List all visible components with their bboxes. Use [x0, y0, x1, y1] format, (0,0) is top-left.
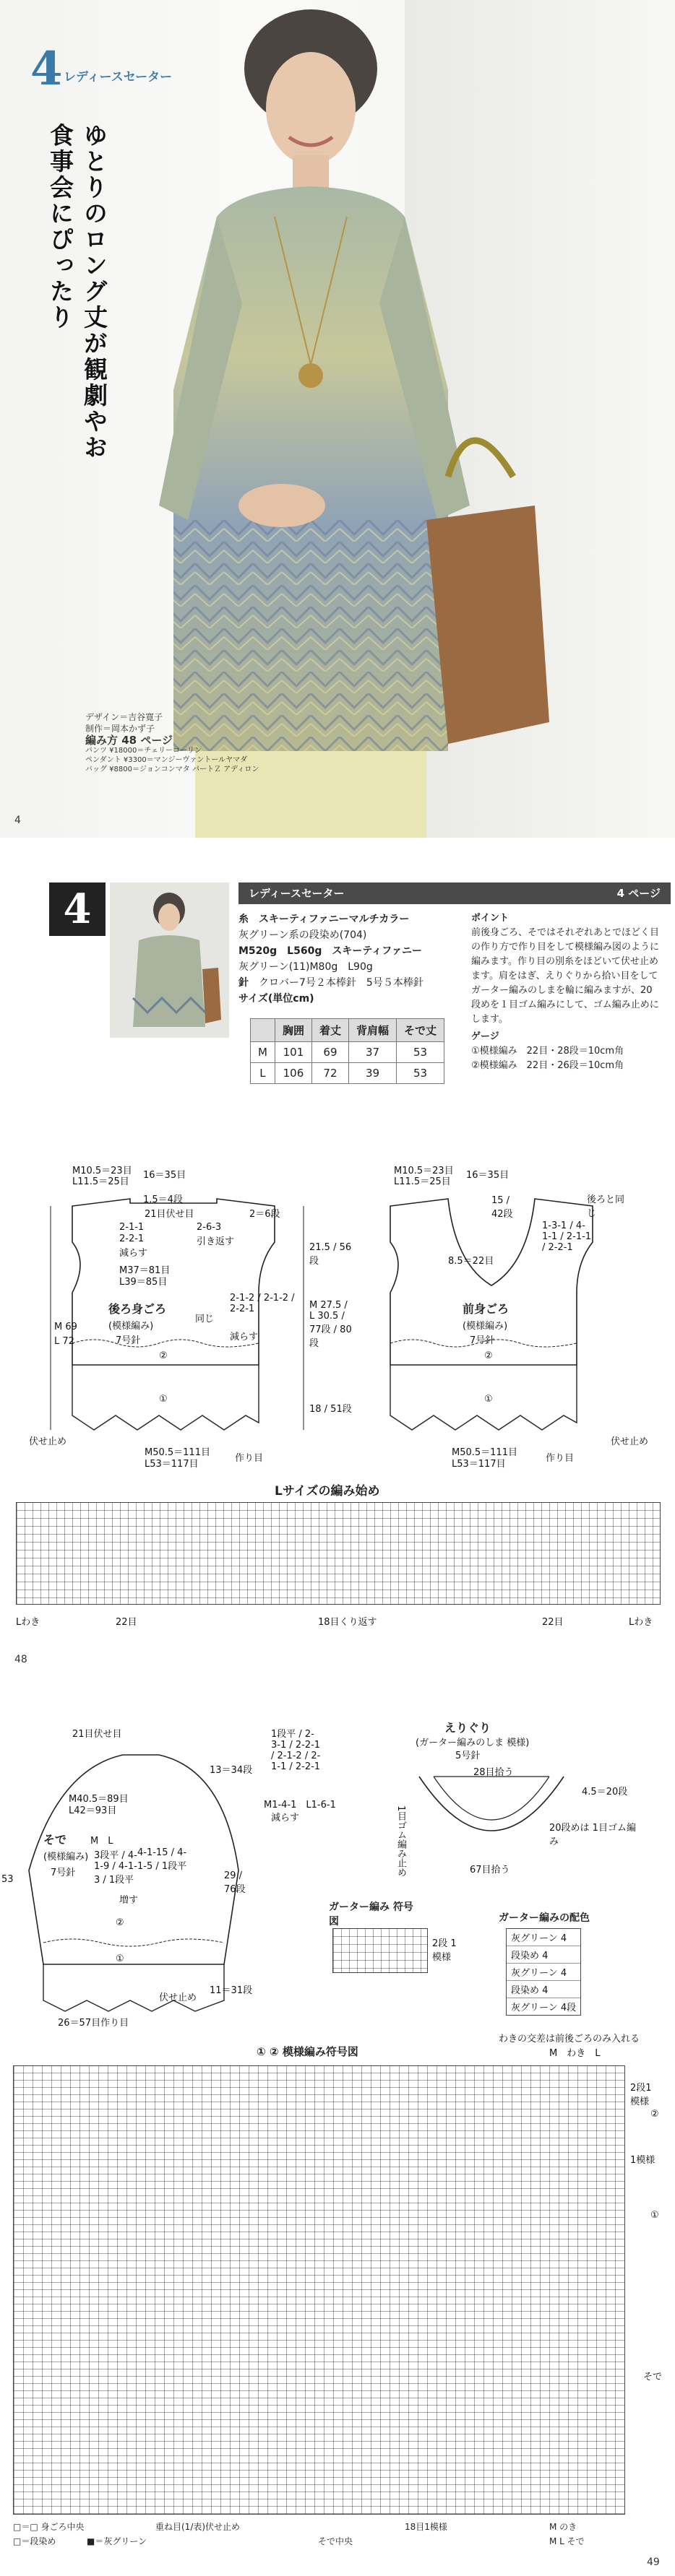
front-neck-note: 後ろと同じ [587, 1194, 625, 1219]
collar-pickup: 4.5＝20段 [582, 1787, 628, 1797]
bottom-ml: M のき [549, 2522, 577, 2532]
back-width-l: L39＝85目 [119, 1277, 168, 1288]
front-title: 前身ごろ [463, 1302, 510, 1316]
chart-right-mark: そで [643, 2372, 663, 2382]
page-title: レディースセーター [64, 70, 173, 84]
sleeve-dec-l: 4-1-15 / 4-1-5 / 1段平 [137, 1847, 187, 1872]
collar-rib: 20段めは 1目ゴム編み [549, 1823, 636, 1847]
stripe-title: ガーター編みの配色 [499, 1912, 590, 1924]
accessory-credit: バッグ ¥8800＝ジョンコンマタ パートＺ アディロン [85, 766, 259, 773]
back-shoulder-dec-note: 引き返す [197, 1236, 235, 1247]
accessory-credit: パンツ ¥18000＝チェリーコーリン [85, 747, 202, 755]
main-pattern-chart [13, 2065, 625, 2515]
sleeve-cap-rows: 13＝34段 [210, 1765, 253, 1776]
sleeve-title: そで [43, 1833, 67, 1847]
sleeve-dec-m: 3段平 / 4-1-9 / 4-1-3 / 1段平 [94, 1850, 137, 1886]
front-mark: ② [484, 1350, 493, 1361]
chart-side-left: Lわき [16, 1617, 40, 1628]
back-neck-width: 16＝35目 [143, 1170, 186, 1181]
sleeve-width-l: L42＝93目 [69, 1805, 117, 1816]
front-bind-off: 伏せ止め [611, 1436, 649, 1447]
bottom-center: そで中央 [318, 2536, 353, 2546]
sleeve-ml: M L [90, 1836, 113, 1847]
back-neck-bind: 21目伏せ目 [145, 1209, 194, 1220]
garter-rows: 2段 1模様 [432, 1938, 457, 1963]
sleeve-width-m: M40.5＝89目 [69, 1794, 129, 1805]
gauge-line: ①模様編み 22目・28段＝10cm角 [471, 1046, 624, 1057]
stripe-row: 段染め 4 [507, 1981, 580, 1998]
stripe-row: 段染め 4 [507, 1946, 580, 1964]
garter-title: ガーター編み 符号図 [329, 1901, 413, 1927]
chart-right-mark: 1模様 [630, 2155, 655, 2166]
chart-right-mark: ② [650, 2109, 659, 2120]
collar-rib-bind: 1目ゴム編み止め [395, 1805, 406, 1878]
front-shoulder-l: L11.5＝25目 [394, 1176, 451, 1187]
front-pattern: (模様編み) [463, 1321, 508, 1332]
gauge-title: ゲージ [471, 1031, 499, 1042]
back-armhole-note: 減らす [230, 1332, 259, 1343]
main-chart-title: ① ② 模様編み符号図 [257, 2045, 358, 2058]
stripe-row: 灰グリーン 4段 [511, 2003, 577, 2013]
sleeve-needle: 7号針 [51, 1868, 76, 1878]
collar-sub: (ガーター編みのしま 模様) [416, 1738, 530, 1748]
sleeve-cap-dec: 1段平 / 2-3-1 / 2-2-1 / 2-1-2 / 2-1-1 / 2-2-1 [271, 1729, 321, 1772]
stripe-row: 灰グリーン 4 [507, 1929, 580, 1946]
sleeve-cap-ml: M1-4-1 L1-6-1 [264, 1800, 336, 1810]
point-title: ポイント [471, 913, 510, 924]
back-dec-note: 減らす [119, 1248, 148, 1259]
chart-side-count: 22目 [116, 1617, 137, 1628]
sleeve-body-rows: 29 / 76段 [224, 1870, 246, 1895]
back-shoulder-dec: 2-6-3 [197, 1222, 222, 1233]
back-width-m: M37＝81目 [119, 1265, 171, 1276]
back-mark: ① [159, 1394, 168, 1405]
pattern-page-49 [0, 1704, 675, 2576]
front-shoulder-m: M10.5＝23目 [394, 1166, 454, 1176]
size-row: L 106 72 39 53 [251, 1063, 444, 1084]
page-ref: 4 ページ [616, 887, 661, 900]
page-number-badge: 4 [30, 42, 63, 96]
sleeve-cap-note: 減らす [271, 1813, 300, 1823]
back-mark: ② [159, 1350, 168, 1361]
sleeve-bind-off: 伏せ止め [159, 1992, 197, 2003]
sleeve-inc: 増す [119, 1895, 139, 1906]
pattern-number: 4 [49, 882, 106, 936]
materials [238, 911, 470, 1007]
size-row: M 101 69 37 53 [251, 1042, 444, 1063]
size-label: サイズ(単位cm) [238, 993, 314, 1005]
sleeve-pattern: (模様編み) [43, 1852, 89, 1862]
material-line: 針 クロバー7号２本棒針 5号５本棒針 [238, 977, 424, 989]
size-table [250, 1018, 444, 1084]
back-cast-l: L53＝117目 [145, 1459, 199, 1470]
thumbnail-photo [110, 882, 229, 1038]
front-mark: ① [484, 1394, 493, 1405]
garter-chart [332, 1928, 428, 1973]
credits [85, 711, 259, 774]
collar-needle: 5号針 [455, 1751, 481, 1761]
bottom-repeat: 18目1模様 [405, 2522, 447, 2532]
material-line: 灰グリーン系の段染め(704) [238, 929, 367, 941]
legend-item: ■＝灰グリーン [87, 2536, 147, 2546]
sleeve-length: 53 [1, 1874, 14, 1885]
back-height-l: L 72 [54, 1336, 74, 1347]
legend-item: □＝段染め [13, 2536, 56, 2546]
back-needle: 7号針 [116, 1335, 141, 1346]
front-center: 8.5＝22目 [448, 1256, 494, 1267]
front-neck-rows: 15 / 42段 [491, 1195, 513, 1220]
collar-pickup: 67目拾う [470, 1865, 510, 1875]
chart-title: Lサイズの編み始め [275, 1484, 380, 1499]
back-side-arm: M 27.5 / L 30.5 / 77段 / 80段 [309, 1300, 352, 1349]
back-dec: 2-1-1 [119, 1222, 145, 1233]
bottom-ml: M L そで [549, 2536, 585, 2546]
front-cast-l: L53＝117目 [452, 1459, 506, 1470]
back-bind-off: 伏せ止め [29, 1436, 67, 1447]
front-cast-m: M50.5＝111目 [452, 1447, 517, 1458]
collar-pickup: 28目拾う [473, 1767, 514, 1778]
front-cast-note: 作り目 [546, 1453, 575, 1464]
back-title: 後ろ身ごろ [108, 1302, 167, 1316]
sleeve-top: 21目伏せ目 [72, 1729, 122, 1740]
material-line: 糸 スキーティファニーマルチカラー [238, 914, 410, 925]
size-header-row: 胸囲 着丈 背肩幅 そで丈 [251, 1019, 444, 1042]
l-size-chart [16, 1502, 661, 1605]
designer-credit: デザイン＝吉谷寛子 [85, 712, 163, 722]
material-line: M520g L560g スキーティファニー [238, 945, 422, 957]
page-number: 48 [14, 1654, 27, 1665]
sleeve-cast: 26＝57目作り目 [58, 2018, 129, 2029]
catch-copy: ゆとりのロング丈が観劇やお食事会にぴったり [46, 123, 108, 461]
front-neck-dec: 1-3-1 / 4-1-1 / 2-1-1 / 2-2-1 [542, 1220, 592, 1253]
header-bar [238, 882, 671, 904]
material-line: 灰グリーン(11)M80g L90g [238, 961, 373, 973]
back-side-mid: 21.5 / 56段 [309, 1242, 352, 1267]
back-shoulder-m: M10.5＝23目 [72, 1166, 132, 1176]
legend-item: □＝□ 身ごろ中央 [13, 2522, 85, 2532]
page-number: 4 [14, 815, 21, 826]
stripe-row: 灰グリーン 4 [507, 1964, 580, 1981]
front-neck-width: 16＝35目 [466, 1170, 510, 1181]
accessory-credit: ペンダント ¥3300＝マンジーヴァントールヤマダ [85, 756, 248, 764]
chart-side-right: Lわき [629, 1617, 653, 1628]
legend-item: 重ね目(1/表)伏せ止め [155, 2522, 241, 2532]
pattern-page-48 [0, 867, 675, 1675]
chart-repeat: 18目くり返す [318, 1617, 377, 1628]
chart-right-mark: 2段1模様 [630, 2083, 652, 2107]
chart-side-count: 22目 [542, 1617, 564, 1628]
header-title: レディースセーター [249, 887, 345, 900]
point-text: 前後身ごろ、そではそれぞれあとでほどく目の作り方で作り目をして模様編み図のように編みます。作り目の別糸をほどいて伏せ止めます。肩をはぎ、えりぐりから拾い目をしてガーター編みのしまを輪に編みますが、20段めを１目ゴム編みにして、ゴム編み止めにします。 [471, 927, 660, 1025]
page-number: 49 [647, 2557, 660, 2568]
gauge-line: ②模様編み 22目・26段＝10cm角 [471, 1060, 624, 1071]
point-section [471, 911, 661, 1073]
back-neck-rows: 1.5＝4段 [143, 1194, 183, 1205]
photo-page [0, 0, 675, 838]
collar-title: えりぐり [444, 1721, 491, 1735]
back-armhole-dec: 2-1-2 / 2-1-2 / 2-2-1 [230, 1293, 295, 1314]
back-shoulder-l: L11.5＝25目 [72, 1176, 129, 1187]
chart-ml: M わき L [549, 2048, 601, 2059]
back-hem: 18 / 51段 [309, 1404, 352, 1415]
back-height-m: M 69 [54, 1322, 77, 1332]
sleeve-mark: ① [116, 1953, 124, 1964]
front-needle: 7号針 [470, 1335, 495, 1346]
back-same: 同じ [195, 1314, 215, 1324]
back-pattern: (模様編み) [108, 1321, 154, 1332]
maker-credit: 制作＝岡本かず子 [85, 724, 155, 734]
pattern-ref: 編み方 48 ページ [85, 734, 173, 747]
stripe-list [506, 1928, 581, 2016]
back-side-top: 2＝6段 [249, 1209, 280, 1220]
chart-note: わきの交差は前後ごろのみ入れる [499, 2034, 640, 2044]
sleeve-hem-rows: 11＝31段 [210, 1985, 253, 1996]
chart-right-mark: ① [650, 2210, 659, 2221]
sleeve-mark: ② [116, 1917, 124, 1928]
back-cast-m: M50.5＝111目 [145, 1447, 210, 1458]
back-cast-note: 作り目 [235, 1453, 264, 1464]
back-dec: 2-2-1 [119, 1233, 145, 1244]
